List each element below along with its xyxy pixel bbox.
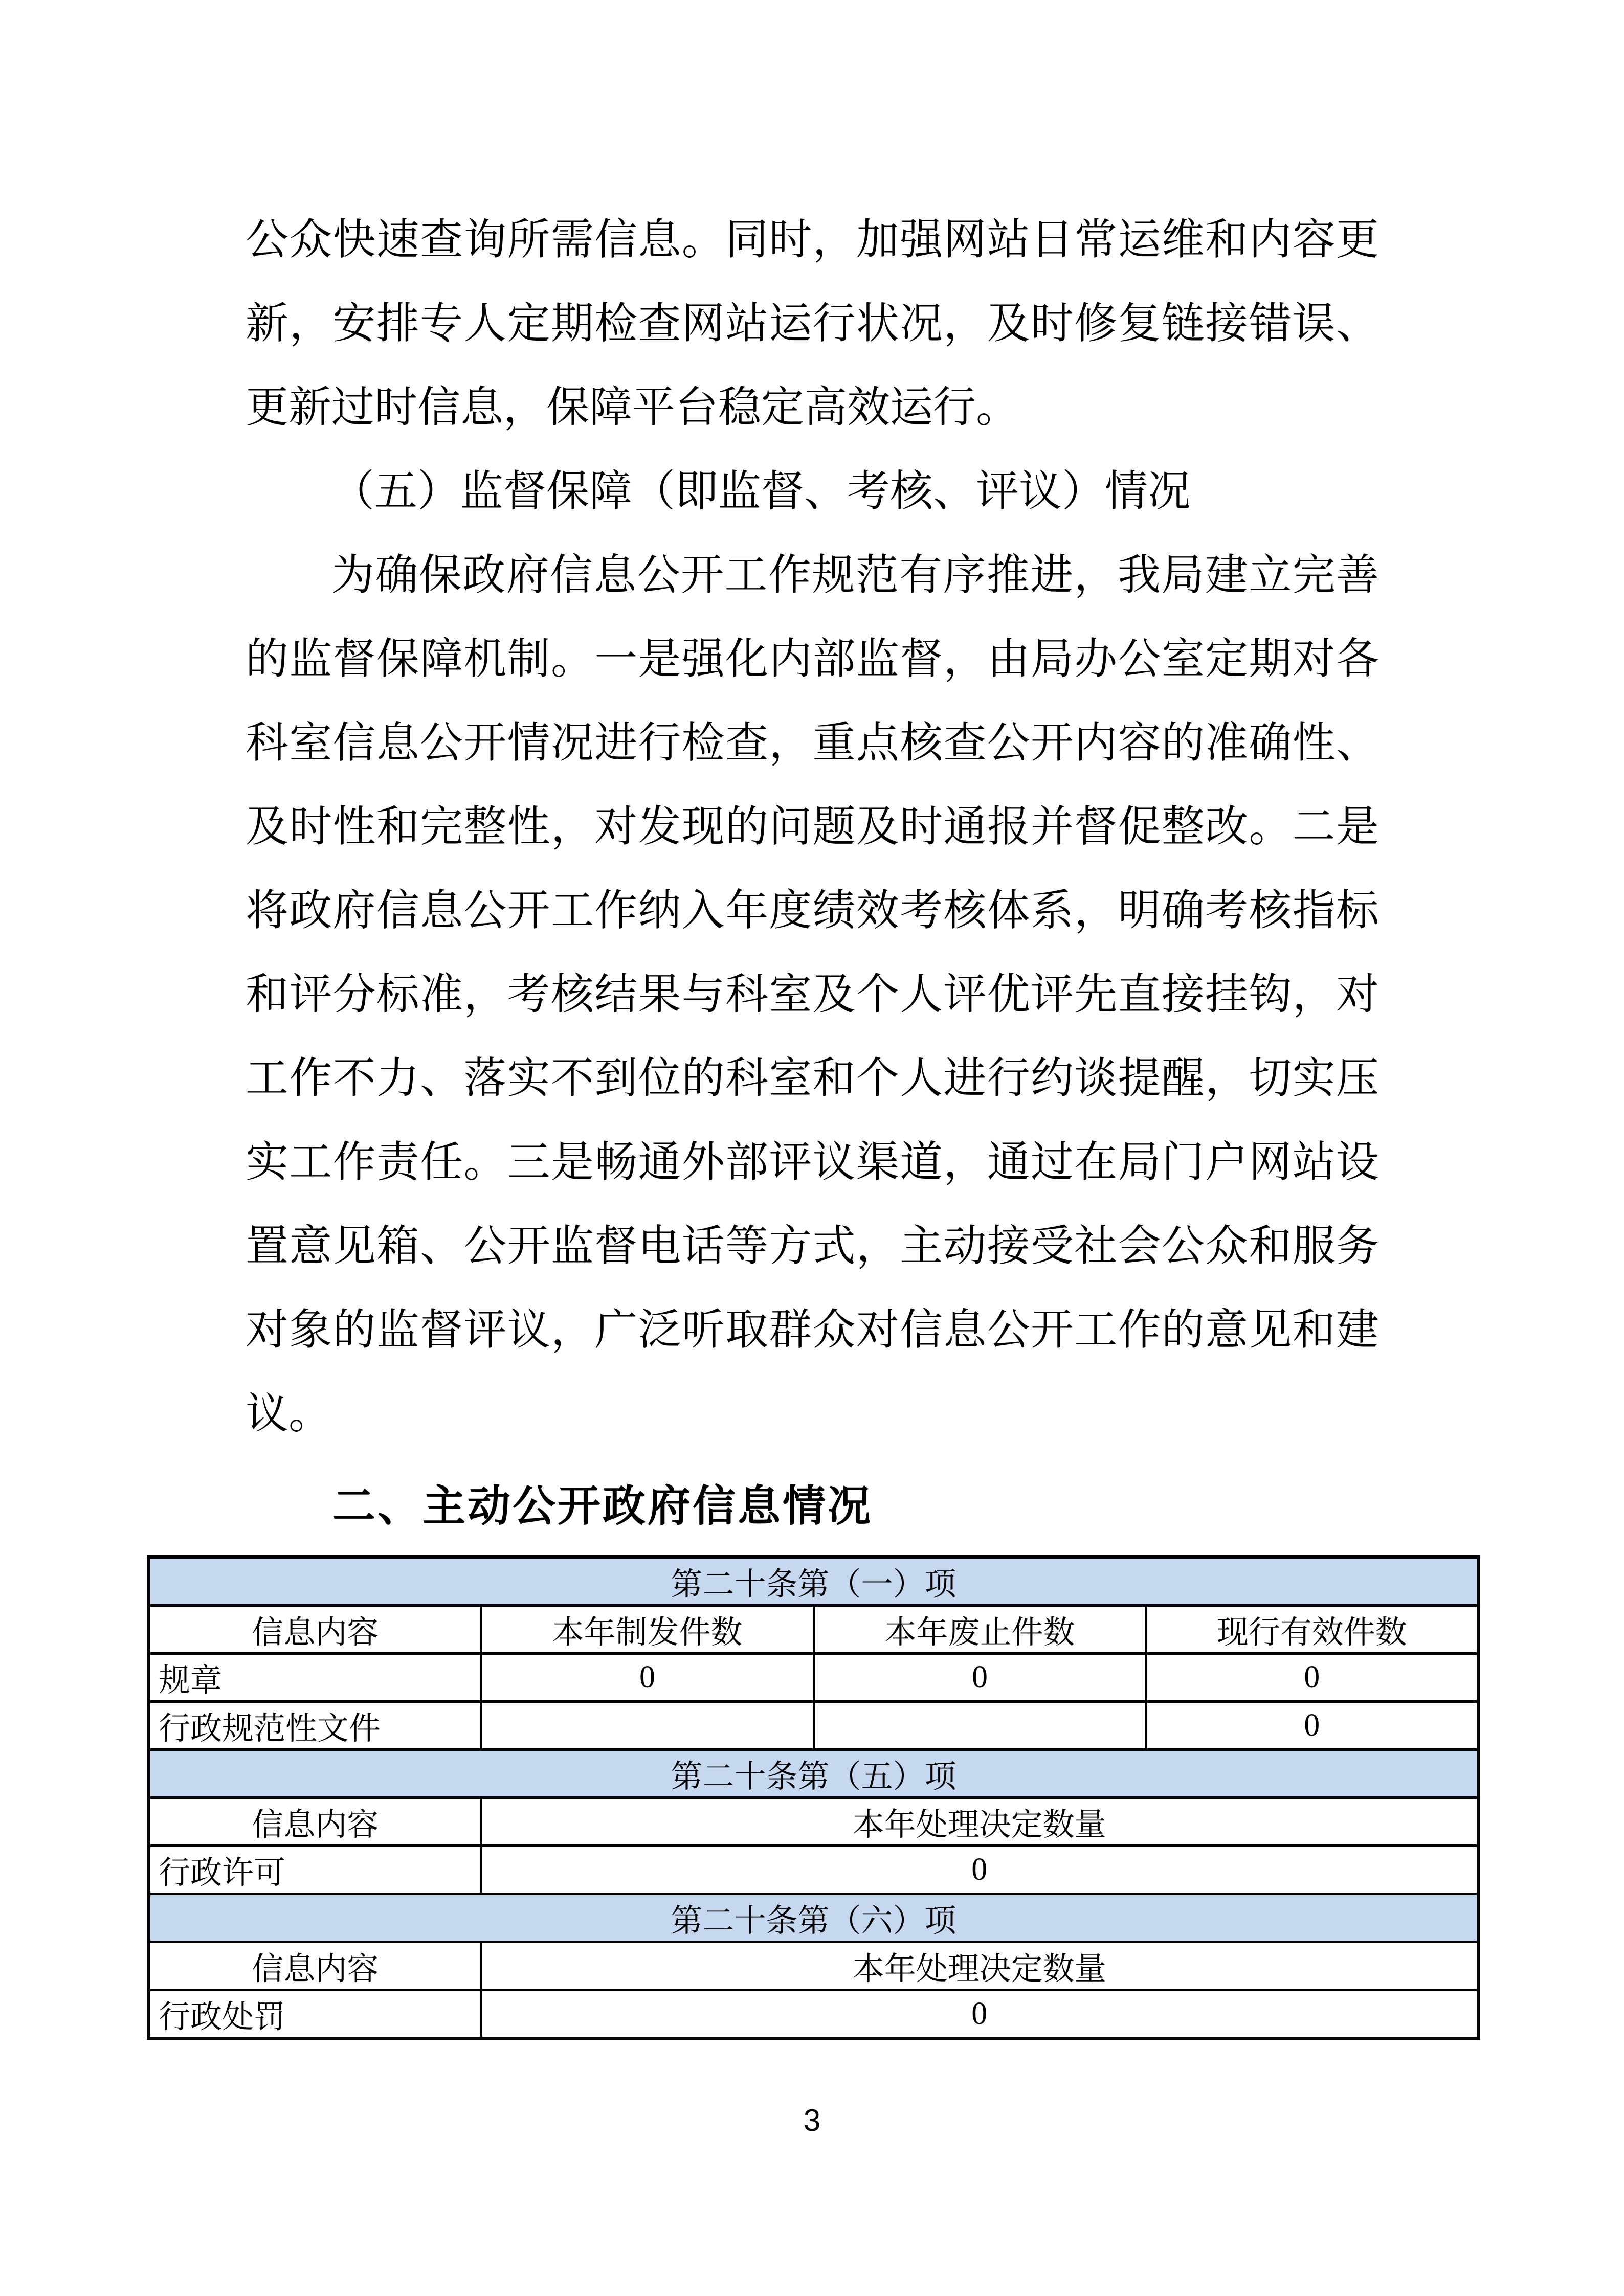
- table-column-header-row: [149, 1942, 1479, 1990]
- body-line: 为确保政府信息公开工作规范有序推进，我局建立完善: [331, 552, 1379, 599]
- body-line: 及时性和完整性，对发现的问题及时通报并督促整改。二是: [246, 803, 1379, 851]
- cell-value: 0: [481, 1654, 814, 1702]
- body-line: 科室信息公开情况进行检查，重点核查公开内容的准确性、: [246, 719, 1379, 767]
- table-section-header: 第二十条第（五）项: [149, 1750, 1479, 1798]
- table-section-header-row: [149, 1894, 1479, 1942]
- cell-value: 0: [481, 1990, 1479, 2039]
- body-line: 实工作责任。三是畅通外部评议渠道，通过在局门户网站设: [246, 1139, 1379, 1186]
- row-label: 行政规范性文件: [149, 1702, 481, 1750]
- body-line: 更新过时信息，保障平台稳定高效运行。: [246, 384, 1019, 432]
- column-header: 本年制发件数: [481, 1606, 814, 1654]
- cell-value: 0: [814, 1654, 1146, 1702]
- table-row: [149, 1846, 1479, 1894]
- column-header: 信息内容: [149, 1942, 481, 1990]
- table-column-header-row: [149, 1798, 1479, 1846]
- table-row: [149, 1654, 1479, 1702]
- page-number: 3: [803, 2103, 821, 2137]
- column-header: 本年处理决定数量: [481, 1942, 1479, 1990]
- cell-value: 0: [481, 1846, 1479, 1894]
- cell-value: 0: [1146, 1654, 1479, 1702]
- cell-value: [814, 1702, 1146, 1750]
- column-header: 信息内容: [149, 1798, 481, 1846]
- section-heading: 二、主动公开政府信息情况: [332, 1482, 873, 1530]
- body-line: 置意见箱、公开监督电话等方式，主动接受社会公众和服务: [246, 1223, 1379, 1270]
- body-line: 将政府信息公开工作纳入年度绩效考核体系，明确考核指标: [246, 887, 1379, 935]
- table-section-header-row: [149, 1750, 1479, 1798]
- row-label: 行政许可: [149, 1846, 481, 1894]
- column-header: 本年废止件数: [814, 1606, 1146, 1654]
- body-line: 对象的监督评议，广泛听取群众对信息公开工作的意见和建: [246, 1307, 1379, 1354]
- cell-value: 0: [1146, 1702, 1479, 1750]
- disclosure-stats-table: [147, 1555, 1480, 2040]
- body-line: 公众快速查询所需信息。同时，加强网站日常运维和内容更: [246, 216, 1379, 264]
- row-label: 行政处罚: [149, 1990, 481, 2039]
- body-line: 议。: [246, 1390, 332, 1438]
- table-section-header-row: [149, 1557, 1479, 1606]
- subsection-heading: （五）监督保障（即监督、考核、评议）情况: [331, 468, 1191, 515]
- table-section-header: 第二十条第（六）项: [149, 1894, 1479, 1942]
- table-row: [149, 1990, 1479, 2039]
- body-line: 工作不力、落实不到位的科室和个人进行约谈提醒，切实压: [246, 1055, 1379, 1102]
- column-header: 本年处理决定数量: [481, 1798, 1479, 1846]
- table-row: [149, 1702, 1479, 1750]
- table-column-header-row: [149, 1606, 1479, 1654]
- body-line: 的监督保障机制。一是强化内部监督，由局办公室定期对各: [246, 636, 1379, 683]
- cell-value: [481, 1702, 814, 1750]
- body-line: 新，安排专人定期检查网站运行状况，及时修复链接错误、: [246, 300, 1379, 348]
- table-section-header: 第二十条第（一）项: [149, 1557, 1479, 1606]
- row-label: 规章: [149, 1654, 481, 1702]
- column-header: 信息内容: [149, 1606, 481, 1654]
- body-text: [246, 198, 1379, 1456]
- body-line: 和评分标准，考核结果与科室及个人评优评先直接挂钩，对: [246, 971, 1379, 1019]
- column-header: 现行有效件数: [1146, 1606, 1479, 1654]
